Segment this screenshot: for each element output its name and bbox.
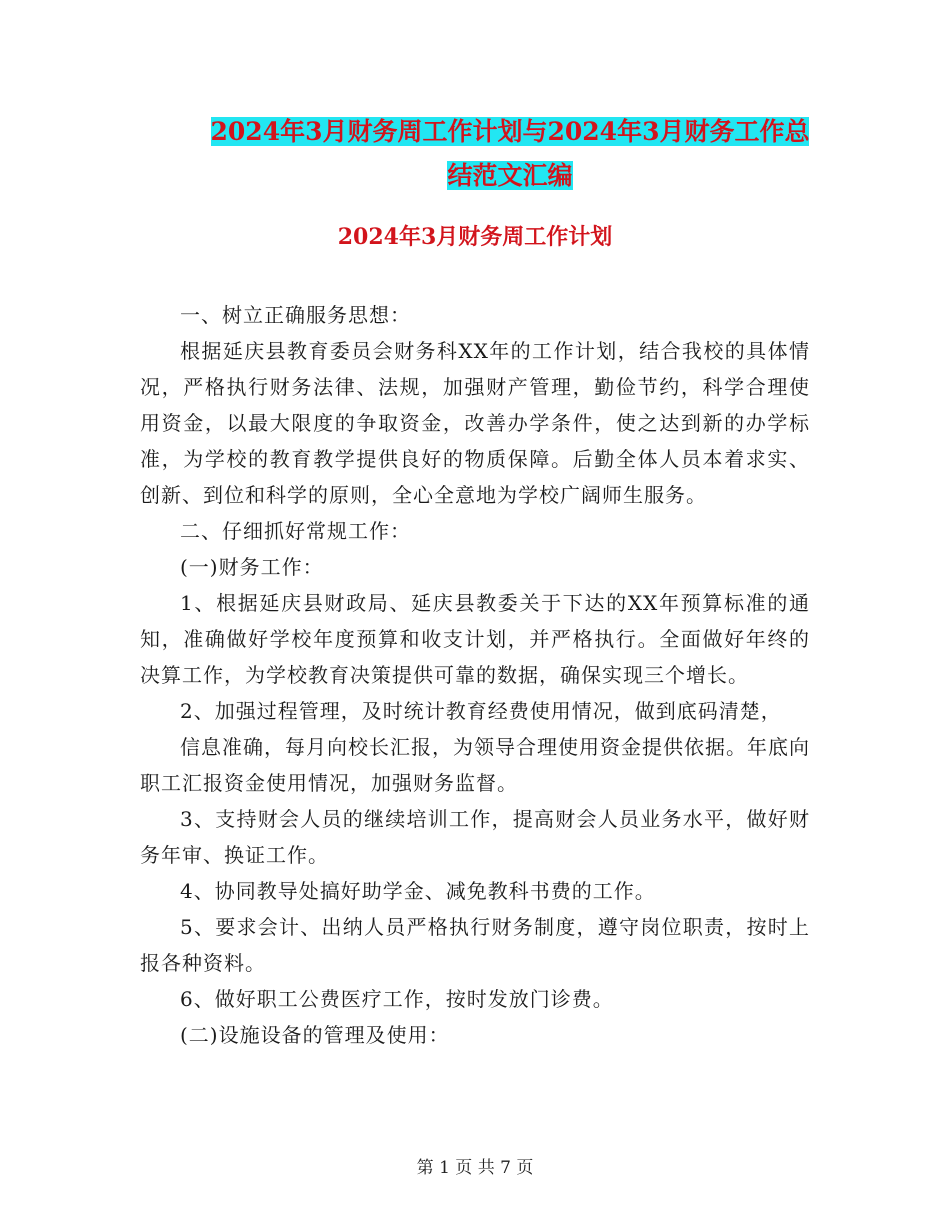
section-title: 2024年3月财务周工作计划 bbox=[337, 224, 613, 250]
list-item-2: 2、加强过程管理，及时统计教育经费使用情况，做到底码清楚， bbox=[180, 699, 782, 723]
paragraph-heading-1: 一、树立正确服务思想： bbox=[180, 303, 411, 327]
list-item-2-continued: 信息准确，每月向校长汇报，为领导合理使用资金提供依据。年底向职工汇报资金使用情况，加强财务监督。 bbox=[140, 735, 810, 795]
paragraph-heading-2: 二、仔细抓好常规工作： bbox=[180, 519, 411, 543]
list-item-6: 6、做好职工公费医疗工作，按时发放门诊费。 bbox=[180, 987, 614, 1011]
list-item-3: 3、支持财会人员的继续培训工作，提高财会人员业务水平，做好财务年审、换证工作。 bbox=[140, 807, 810, 867]
document-title-line-1: 2024年3月财务周工作计划与2024年3月财务工作总 bbox=[210, 117, 810, 146]
paragraph-subheading-1: (一)财务工作： bbox=[180, 555, 324, 579]
document-body bbox=[140, 297, 810, 1053]
list-item-4: 4、协同教导处搞好助学金、减免教科书费的工作。 bbox=[180, 879, 656, 903]
list-item-1: 1、根据延庆县财政局、延庆县教委关于下达的XX年预算标准的通知，准确做好学校年度预算和收支计划，并严格执行。全面做好年终的决算工作，为学校教育决策提供可靠的数据，确保实现三个增长。 bbox=[140, 591, 810, 687]
document-title-line-2: 结范文汇编 bbox=[447, 161, 573, 190]
paragraph-subheading-2: (二)设施设备的管理及使用： bbox=[180, 1023, 450, 1047]
page-footer: 第 1 页 共 7 页 bbox=[416, 1158, 534, 1178]
list-item-5: 5、要求会计、出纳人员严格执行财务制度，遵守岗位职责，按时上报各种资料。 bbox=[140, 915, 810, 975]
document-title bbox=[140, 110, 880, 198]
paragraph: 根据延庆县教育委员会财务科XX年的工作计划，结合我校的具体情况，严格执行财务法律、法规，加强财产管理，勤俭节约，科学合理使用资金，以最大限度的争取资金，改善办学条件，使之达到新的办学标准，为学校的教育教学提供良好的物质保障。后勤全体人员本着求实、创新、到位和科学的原则，全心全意地为学校广阔师生服务。 bbox=[140, 339, 810, 507]
